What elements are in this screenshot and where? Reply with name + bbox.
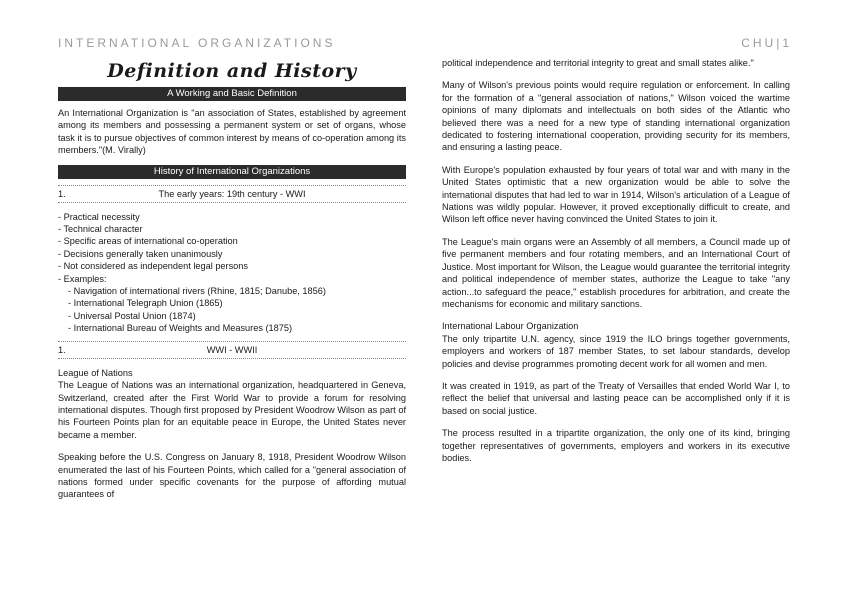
league-paragraph-2: Speaking before the U.S. Congress on January 8, 1918, President Woodrow Wilson enumerated the last of his Fourteen Points, which called for a "general association of nations formed under specific covenants for the purpose of affording mutual guarantees of xyxy=(58,452,406,500)
paragraph-league-organs: The League's main organs were an Assembly of all members, a Council made up of five permanent members and four rotating members, and an International Court of Justice. Most important for Wilson, the League would guarantee the territorial integrity and political independence of member states, authorize the League to take "any action...to safeguard the peace," establish procedures for arbitration, and create the mechanisms for economic and military sanctions. xyxy=(442,236,790,309)
examples-list xyxy=(58,285,406,335)
paragraph-europe-population: With Europe's population exhausted by four years of total war and with many in the United States optimistic that a new organization would be able to solve the international disputes that had led to war in 1914, Wilson's articulation of a League of Nations was wildly popular. However, it proved exceptionally difficult to create, and Wilson left office never having convinced the United States to join it. xyxy=(442,164,790,225)
section-bar-definition: A Working and Basic Definition xyxy=(58,87,406,101)
subsection-number: 1. xyxy=(58,344,66,355)
list-item: - International Telegraph Union (1865) xyxy=(68,298,223,309)
paragraph-ilo-process: The process resulted in a tripartite organization, the only one of its kind, bringing together representatives of governments, employers and workers in its executive bodies. xyxy=(442,428,790,463)
list-item: - Decisions generally taken unanimously xyxy=(58,248,223,259)
list-item xyxy=(58,273,406,335)
examples-label: - Examples: xyxy=(58,273,107,284)
list-item: - International Bureau of Weights and Measures (1875) xyxy=(68,323,293,334)
definition-paragraph: An International Organization is "an association of States, established by agreement among its members and possessing a permanent system or set of organs, whose task it is to pursue objectives of common interest by means of co-operation among its members."(M. Virally) xyxy=(58,108,406,156)
subsection-number: 1. xyxy=(58,188,66,199)
subsection-title: The early years: 19th century - WWI xyxy=(158,188,306,199)
section-bar-history: History of International Organizations xyxy=(58,165,406,179)
characteristics-list xyxy=(58,211,406,335)
subsection-heading-wwi-wwii xyxy=(58,341,406,359)
paragraph-ilo-agency: The only tripartite U.N. agency, since 1919 the ILO brings together governments, employers and workers of 187 member States, to set labour standards, develop policies and devise programmes promoting decent work for all women and men. xyxy=(442,333,790,369)
list-item: - Navigation of international rivers (Rhine, 1815; Danube, 1856) xyxy=(68,286,326,297)
league-paragraph-1: The League of Nations was an international organization, headquartered in Geneva, Switzerland, created after the First World War to provide a forum for resolving international disputes. Though first proposed by President Woodrow Wilson as part of his Fourteen Points plan for an equitable peace in Europe, the United States never became a member. xyxy=(58,380,406,440)
subsection-title: WWI - WWII xyxy=(206,344,258,355)
right-column xyxy=(442,57,790,474)
paragraph-wilson-points: Many of Wilson's previous points would require regulation or enforcement. In calling for the formation of a "general association of nations," Wilson voiced the wartime opinions of many diplomats and intellectuals on both sides of the Atlantic who believed there was a need for a new type of standing international organization dedicated to fostering international cooperation, providing security for its members, and ensuring a lasting peace. xyxy=(442,80,790,153)
chapter-label: CHU|1 xyxy=(741,36,792,50)
page-title: Definition and History xyxy=(107,60,357,82)
paragraph-continuation: political independence and territorial integrity to great and small states alike." xyxy=(442,58,754,68)
left-column xyxy=(58,56,406,511)
list-item: - Universal Postal Union (1874) xyxy=(68,310,196,321)
list-item: - Technical character xyxy=(58,224,143,235)
league-heading: League of Nations xyxy=(58,367,133,378)
paragraph-ilo-created: It was created in 1919, as part of the Treaty of Versailles that ended World War I, to reflect the belief that universal and lasting peace can be accomplished only if it is based on social justice. xyxy=(442,380,790,416)
course-header: INTERNATIONAL ORGANIZATIONS xyxy=(58,36,336,50)
ilo-heading: International Labour Organization xyxy=(442,321,579,332)
list-item: - Not considered as independent legal persons xyxy=(58,261,248,272)
subsection-heading-early-years xyxy=(58,185,406,203)
list-item: - Practical necessity xyxy=(58,211,140,222)
list-item: - Specific areas of international co-operation xyxy=(58,236,238,247)
